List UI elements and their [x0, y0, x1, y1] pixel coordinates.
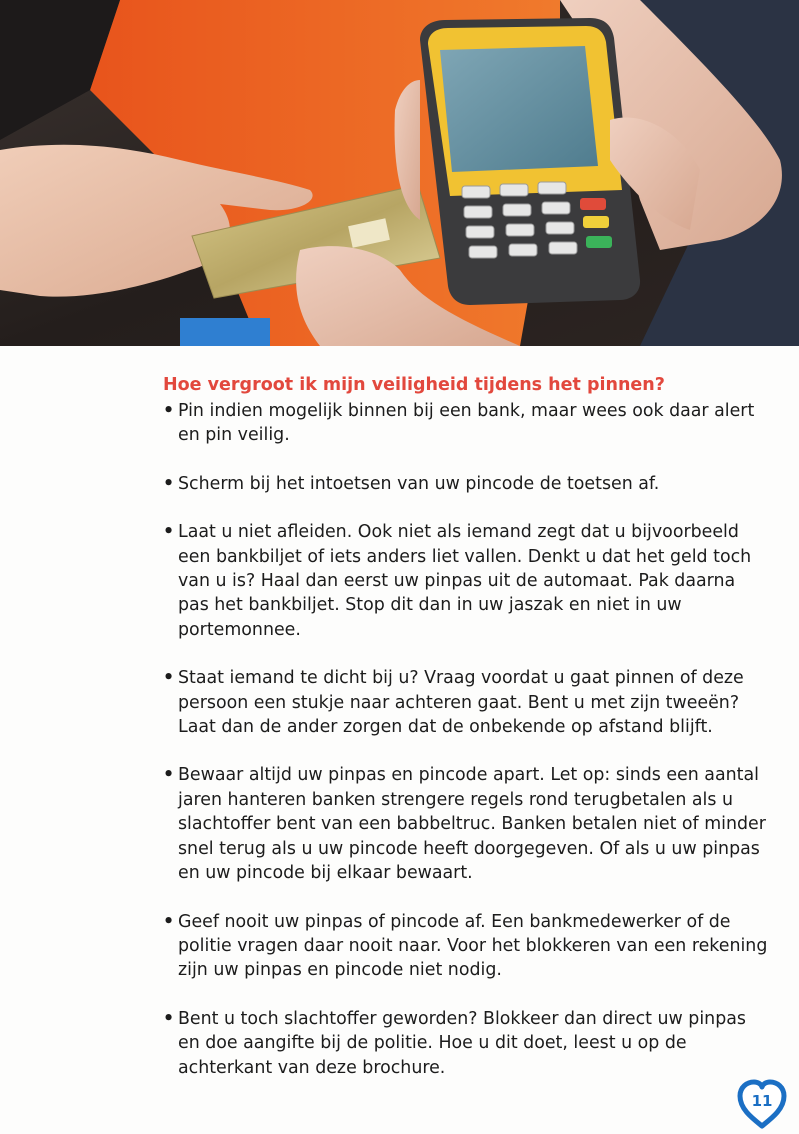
section-heading: Hoe vergroot ik mijn veiligheid tijdens het pinnen? — [163, 375, 665, 395]
list-item — [163, 520, 768, 642]
header-photo — [0, 0, 799, 346]
list-item — [163, 763, 768, 885]
page-number: 11 — [751, 1092, 773, 1110]
list-item-text: Laat u niet afleiden. Ook niet als iemand zegt dat u bijvoorbeeld een bankbiljet of iets anders liet vallen. Denkt u dat het geld toch van u is? Haal dan eerst uw pinpas uit de automaat. Pak daarna pas het bankbiljet. Stop dit dan in uw jaszak en niet in uw portemonnee. — [178, 522, 752, 640]
page-number-badge — [734, 1076, 790, 1132]
bullet-icon: • — [163, 401, 175, 421]
bullet-icon: • — [163, 668, 175, 689]
bullet-icon: • — [163, 765, 175, 786]
safety-tips-section — [163, 373, 768, 1104]
list-item-text: Bent u toch slachtoffer geworden? Blokkeer dan direct uw pinpas en doe aangifte bij de politie. Hoe u dit doet, leest u op de achterkant van deze brochure. — [178, 1008, 746, 1078]
bullet-icon: • — [163, 473, 175, 494]
list-item-text: Pin indien mogelijk binnen bij een bank, maar wees ook daar alert en pin veilig. — [178, 401, 755, 446]
list-item — [163, 399, 768, 448]
bullet-icon: • — [163, 522, 175, 543]
list-item-text: Geef nooit uw pinpas of pincode af. Een bankmedewerker of de politie vragen daar nooit naar. Voor het blokkeren van een rekening zijn uw pinpas en pincode niet nodig. — [178, 911, 768, 981]
payment-terminal-photo — [0, 0, 799, 346]
bullet-icon: • — [163, 911, 175, 932]
bullet-icon: • — [163, 1008, 175, 1029]
list-item — [163, 472, 768, 496]
list-item — [163, 1007, 768, 1080]
list-item-text: Staat iemand te dicht bij u? Vraag voordat u gaat pinnen of deze persoon een stukje naar achteren gaat. Bent u met zijn tweeën? Laat dan de ander zorgen dat de onbekende op afstand blijft. — [178, 668, 744, 738]
list-item — [163, 666, 768, 739]
list-item-text: Scherm bij het intoetsen van uw pincode de toetsen af. — [178, 473, 660, 494]
list-item — [163, 910, 768, 983]
list-item-text: Bewaar altijd uw pinpas en pincode apart. Let op: sinds een aantal jaren hanteren banken strengere regels rond terugbetalen als u slachtoffer bent van een babbeltruc. Banken betalen niet of minder snel terug als u uw pincode heeft doorgegeven. Of als u uw pinpas en uw pincode bij elkaar bewaart. — [178, 765, 766, 884]
